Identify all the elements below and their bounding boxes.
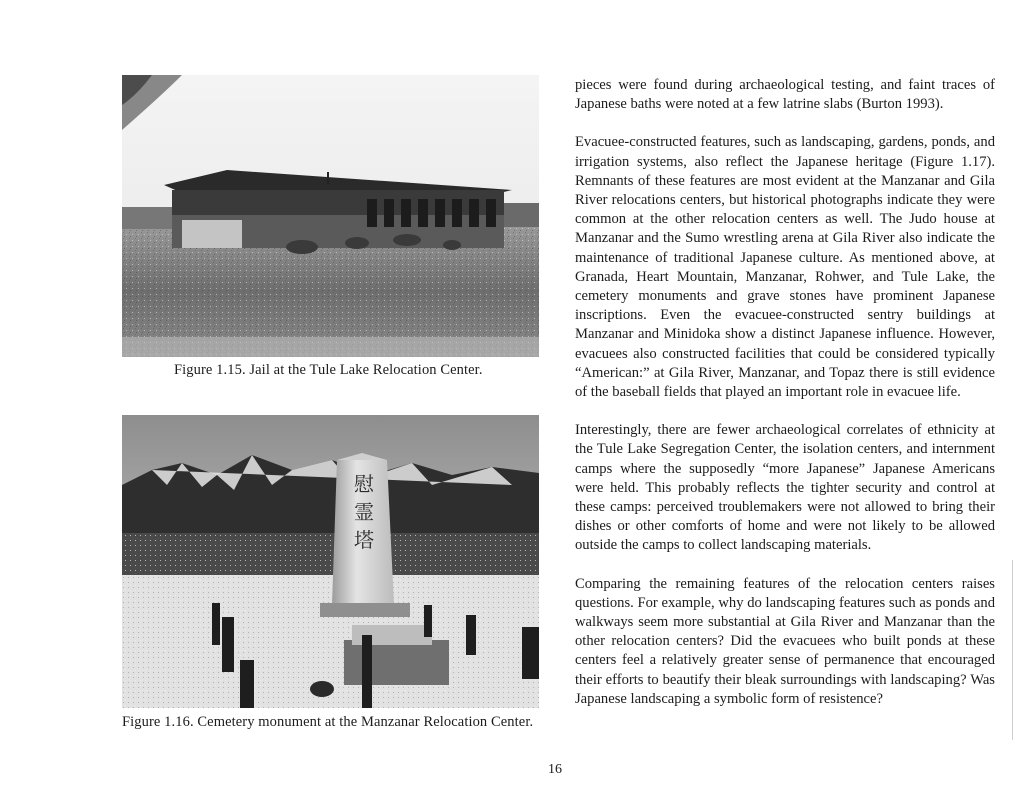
figure-1-16-caption: Figure 1.16. Cemetery monument at the Manzanar Relocation Center.: [122, 714, 534, 730]
paragraph-3: Interestingly, there are fewer archaeological correlates of ethnicity at the Tule Lake Segregation Center, the isolation centers, and internment camps where the supposedly “more Japanese” Japanese Americans were held. This probably reflects the tighter security and control at these camps: perceived troublemakers were not allowed to bring their dishes or other comforts of home and were not likely to be allowed outside the camps to collect landscaping materials.: [575, 422, 995, 554]
monument-inscription: 慰霊塔: [354, 472, 374, 552]
scan-edge-line: [1012, 560, 1013, 740]
figure-1-16-photo: [122, 415, 539, 708]
paragraph-2: Evacuee-constructed features, such as landscaping, gardens, ponds, and irrigation systems, also reflect the Japanese heritage (Figure 1.17). Remnants of these features are most evident at the Manzanar and Gila River relocations centers, but historical photographs indicate they were common at the other relocation centers as well. The Judo house at Manzanar and the Sumo wrestling arena at Gila River also indicate the maintenance of traditional Japanese culture. As mentioned above, at Granada, Heart Mountain, Manzanar, Rohwer, and Tule Lake, the cemetery monuments and grave stones have prominent Japanese inscriptions. Even the evacuee-constructed sentry buildings at Manzanar and Minidoka show a distinct Japanese influence. However, evacuees also constructed facilities that could be considered typically “American:” at Gila River, Manzanar, and Topaz there is still evidence of the baseball fields that played an important role in evacuee life.: [575, 134, 995, 401]
paragraph-4: Comparing the remaining features of the relocation centers raises questions. For example, why do landscaping features such as ponds and walkways seem more substantial at Gila River and Manzanar than the other relocation centers? Did the evacuees who built ponds at these centers feel a relatively greater sense of permanence that encouraged their efforts to beautify their bleak surroundings with landscaping? Was Japanese landscaping a symbolic form of resistence?: [575, 575, 995, 707]
page-number: 16: [548, 762, 562, 777]
figure-1-15-photo: [122, 75, 539, 357]
paragraph-1: pieces were found during archaeological testing, and faint traces of Japanese baths were noted at a few latrine slabs (Burton 1993).: [575, 77, 995, 113]
figure-1-15-caption: Figure 1.15. Jail at the Tule Lake Relocation Center.: [174, 362, 483, 378]
body-text-column: [575, 76, 995, 728]
